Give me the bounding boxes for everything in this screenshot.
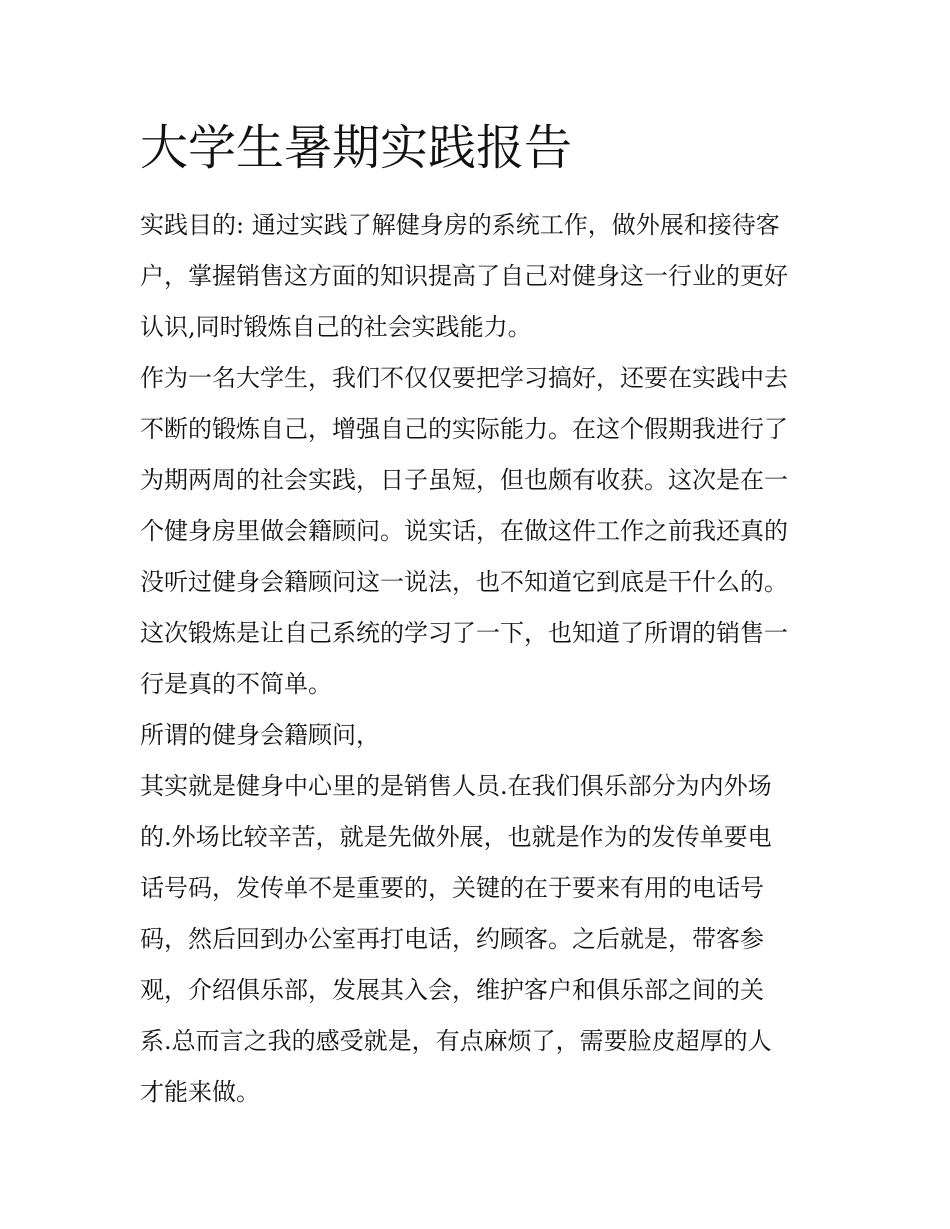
text-line: 所谓的健身会籍顾问， [140,721,380,749]
text-line: 系.总而言之我的感受就是，有点麻烦了，需要脸皮超厚的人 [140,1027,772,1055]
text-line: 认识,同时锻炼自己的社会实践能力。 [140,313,532,341]
text-line: 的.外场比较辛苦，就是先做外展，也就是作为的发传单要电 [140,823,772,851]
text-line: 实践目的: 通过实践了解健身房的系统工作，做外展和接待客 [140,211,780,239]
text-line: 这次锻炼是让自己系统的学习了一下，也知道了所谓的销售一 [140,619,788,647]
document-body [140,200,815,1118]
text-line: 个健身房里做会籍顾问。说实话，在做这件工作之前我还真的 [140,517,788,545]
text-line: 话号码，发传单不是重要的，关键的在于要来有用的电话号 [140,874,764,902]
document-title: 大学生暑期实践报告 [140,120,573,176]
text-line: 行是真的不简单。 [140,670,332,698]
text-line: 观，介绍俱乐部，发展其入会，维护客户和俱乐部之间的关 [140,976,764,1004]
text-line: 其实就是健身中心里的是销售人员.在我们俱乐部分为内外场 [140,772,772,800]
text-line: 作为一名大学生，我们不仅仅要把学习搞好，还要在实践中去 [140,364,788,392]
text-line: 为期两周的社会实践，日子虽短，但也颇有收获。这次是在一 [140,466,788,494]
text-line: 没听过健身会籍顾问这一说法，也不知道它到底是干什么的。 [140,568,788,596]
text-line: 户，掌握销售这方面的知识提高了自己对健身这一行业的更好 [140,262,788,290]
text-line: 不断的锻炼自己，增强自己的实际能力。在这个假期我进行了 [140,415,788,443]
text-line: 才能来做。 [140,1078,260,1106]
document-page [140,116,815,1118]
text-line: 码，然后回到办公室再打电话，约顾客。之后就是，带客参 [140,925,764,953]
